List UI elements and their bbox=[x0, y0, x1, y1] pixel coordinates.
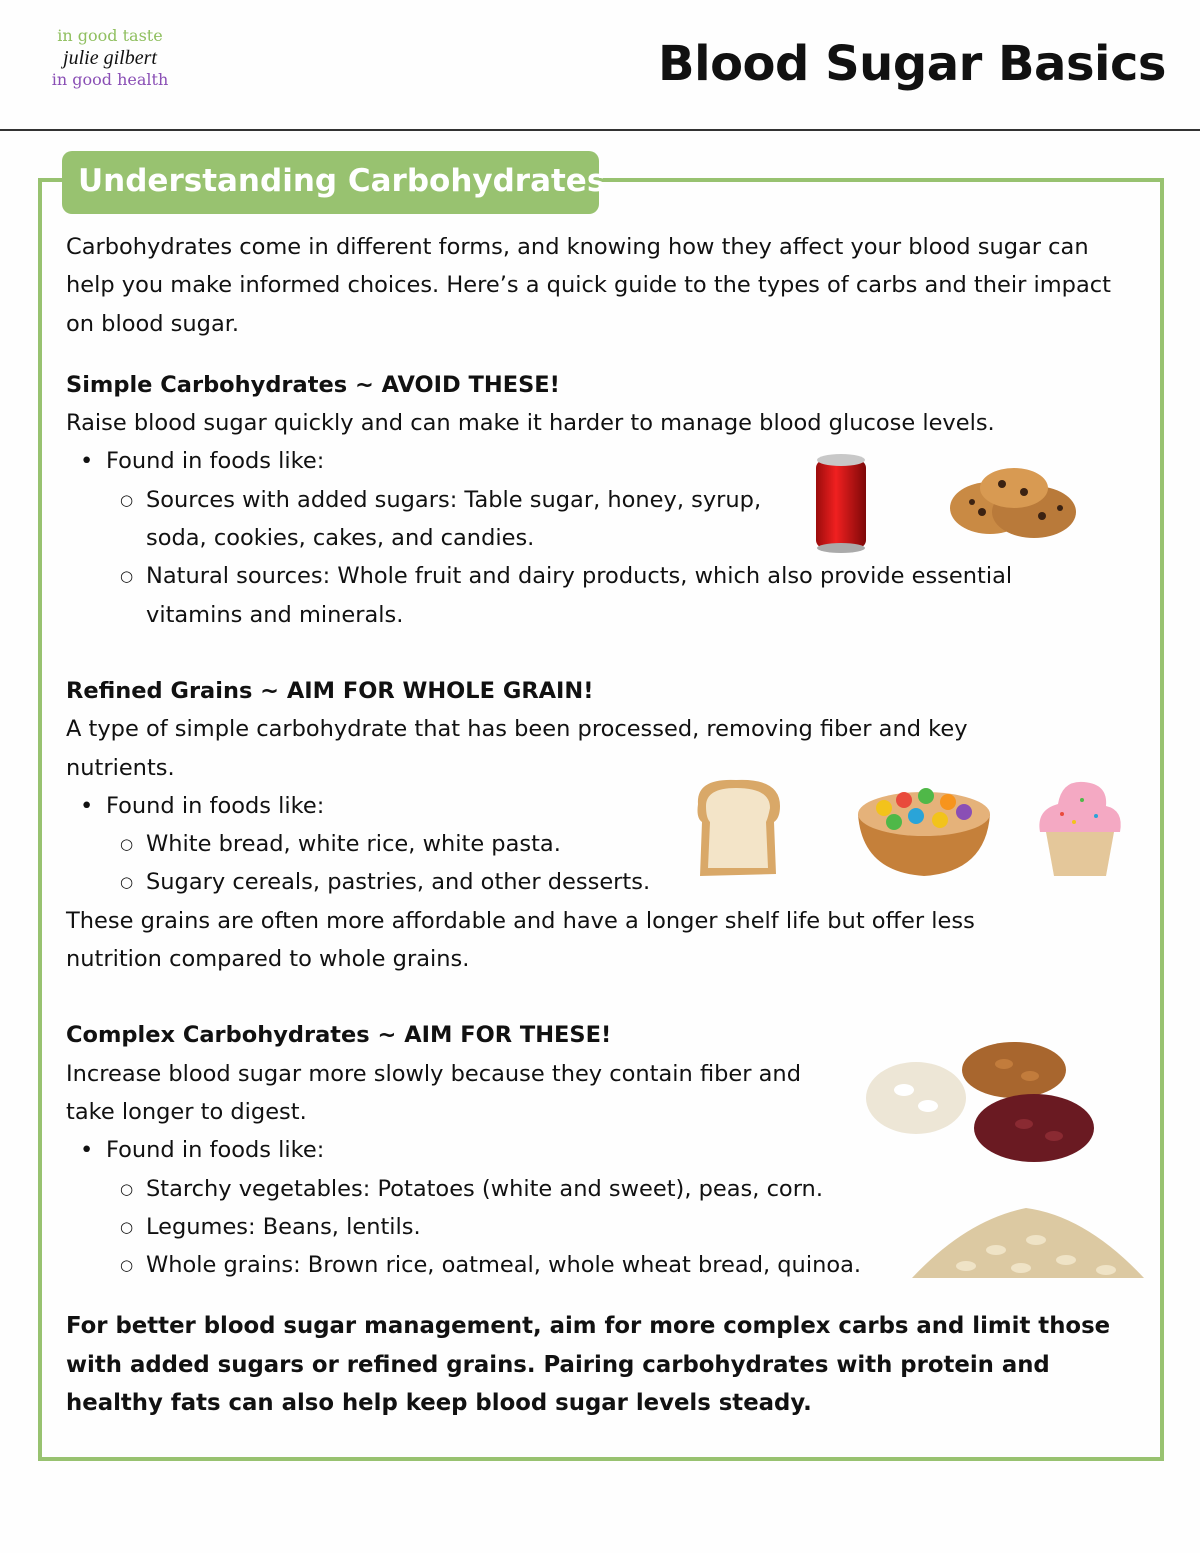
section-tab bbox=[62, 151, 606, 214]
simple-carbs-sub-2: ○ Natural sources: Whole fruit and dairy products, which also provide essential vitamins and minerals. bbox=[66, 557, 1106, 634]
simple-carbs-bullet: • Found in foods like: bbox=[66, 442, 1146, 480]
logo-line-3: in good health bbox=[51, 70, 169, 89]
refined-grains-sub-2: ○ Sugary cereals, pastries, and other desserts. bbox=[66, 863, 1146, 901]
complex-carbs-sub-2: ○ Legumes: Beans, lentils. bbox=[66, 1208, 1146, 1246]
bread-slice-image bbox=[684, 774, 796, 882]
refined-grains-heading: Refined Grains ~ AIM FOR WHOLE GRAIN! bbox=[66, 677, 594, 704]
summary-text: For better blood sugar management, aim for more complex carbs and limit those with added sugars or refined grains. Pairing carbohydrates with protein and healthy fats can also help keep blood sugar levels steady. bbox=[66, 1313, 1111, 1417]
cereal-bowl-image bbox=[854, 772, 994, 880]
complex-carbs-sub-3: ○ Whole grains: Brown rice, oatmeal, whole wheat bread, quinoa. bbox=[66, 1246, 1146, 1284]
simple-carbs-description: Raise blood sugar quickly and can make it harder to manage blood glucose levels. bbox=[66, 410, 995, 437]
oats-image bbox=[906, 1200, 1150, 1286]
simple-carbs-sub-1: ○ Sources with added sugars: Table sugar, honey, syrup, soda, cookies, cakes, and candies. bbox=[66, 481, 786, 558]
complex-carbs-sub-1: ○ Starchy vegetables: Potatoes (white and sweet), peas, corn. bbox=[66, 1170, 1146, 1208]
complex-carbs-bullet: • Found in foods like: bbox=[66, 1131, 1146, 1169]
page-title: Blood Sugar Basics bbox=[658, 36, 1166, 92]
simple-carbs-heading: Simple Carbohydrates ~ AVOID THESE! bbox=[66, 371, 560, 398]
logo-line-1: in good taste bbox=[57, 26, 163, 45]
logo-signature: julie gilbert bbox=[63, 47, 157, 69]
complex-carbs-description: Increase blood sugar more slowly because they contain fiber and take longer to digest. bbox=[66, 1060, 801, 1125]
cupcake-image bbox=[1032, 770, 1128, 880]
soda-can-image bbox=[808, 450, 874, 556]
refined-grains-note: These grains are often more affordable and have a longer shelf life but offer less nutrition compared to whole grains. bbox=[66, 907, 975, 973]
intro-paragraph: Carbohydrates come in different forms, and knowing how they affect your blood sugar can help you make informed choices. Here’s a quick guide to the types of carbs and their impact on blood sugar. bbox=[66, 234, 1111, 337]
refined-grains-description: A type of simple carbohydrate that has been processed, removing fiber and key nutrients. bbox=[66, 716, 968, 781]
header-divider bbox=[0, 129, 1200, 131]
beans-image bbox=[864, 1040, 1100, 1164]
complex-carbs-heading: Complex Carbohydrates ~ AIM FOR THESE! bbox=[66, 1022, 612, 1049]
logo bbox=[40, 26, 180, 89]
cookies-image bbox=[942, 462, 1084, 544]
section-title: Understanding Carbohydrates bbox=[78, 163, 606, 199]
refined-grains-sub-1: ○ White bread, white rice, white pasta. bbox=[66, 825, 1146, 863]
refined-grains-bullet: • Found in foods like: bbox=[66, 787, 1146, 825]
